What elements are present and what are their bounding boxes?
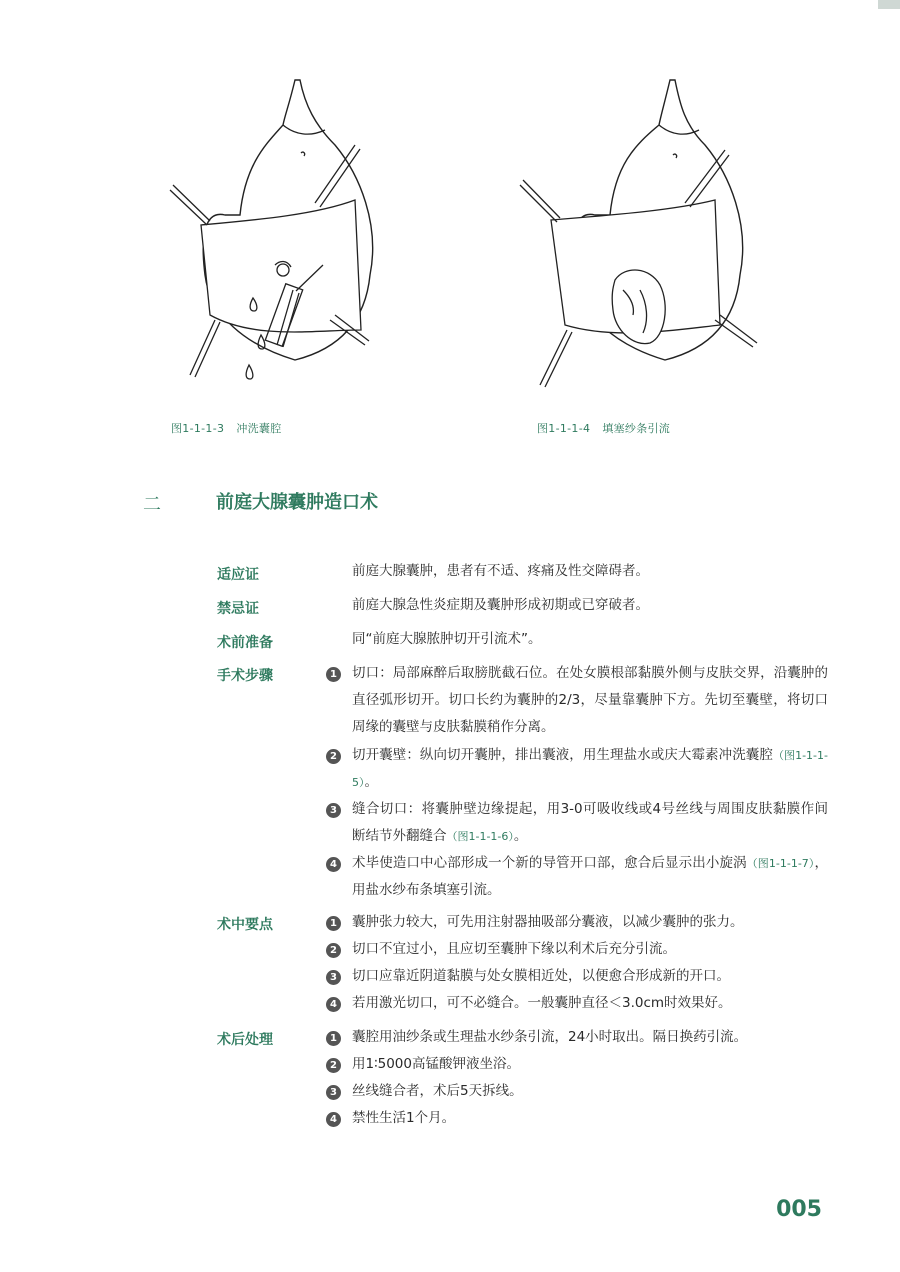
figure-caption-2 bbox=[537, 420, 670, 436]
figure-title: 冲洗囊腔 bbox=[236, 422, 282, 435]
step-number-3: 3 bbox=[326, 803, 341, 818]
figure-reference: （图1-1-1-6） bbox=[446, 830, 514, 843]
postop-number-1: 1 bbox=[326, 1031, 341, 1046]
figure-number: 图1-1-1-3 bbox=[171, 422, 225, 435]
page-number: 005 bbox=[776, 1197, 822, 1222]
figure-irrigation-illustration bbox=[165, 75, 405, 385]
key-point-text-1: 囊肿张力较大，可先用注射器抽吸部分囊液，以减少囊肿的张力。 bbox=[352, 914, 744, 930]
key-point-number-2: 2 bbox=[326, 943, 341, 958]
preparation-text: 同“前庭大腺脓肿切开引流术”。 bbox=[352, 631, 542, 647]
key-point-text-2: 切口不宜过小，且应切至囊肿下缘以利术后充分引流。 bbox=[352, 941, 676, 957]
indication-label: 适应证 bbox=[217, 567, 259, 583]
steps-label: 手术步骤 bbox=[217, 668, 273, 684]
section-number: 二 bbox=[143, 494, 161, 515]
step-number-2: 2 bbox=[326, 749, 341, 764]
step-tail: 。 bbox=[513, 828, 528, 844]
figure-title: 填塞纱条引流 bbox=[602, 422, 671, 435]
figure-reference: （图1-1-1-5） bbox=[352, 749, 828, 789]
step-text-3 bbox=[352, 796, 828, 850]
key-point-text-4: 若用激光切口，可不必缝合。一般囊肿直径＜3.0cm时效果好。 bbox=[352, 995, 732, 1011]
contraindication-label: 禁忌证 bbox=[217, 601, 259, 617]
indication-text: 前庭大腺囊肿，患者有不适、疼痛及性交障碍者。 bbox=[352, 563, 649, 579]
contraindication-text: 前庭大腺急性炎症期及囊肿形成初期或已穿破者。 bbox=[352, 597, 649, 613]
key-point-number-3: 3 bbox=[326, 970, 341, 985]
postop-text-1: 囊腔用油纱条或生理盐水纱条引流，24小时取出。隔日换药引流。 bbox=[352, 1029, 748, 1045]
step-body: 缝合切口：将囊肿壁边缘提起，用3-0可吸收线或4号丝线与周围皮肤黏膜作间断结节外翻缝合 bbox=[352, 801, 828, 844]
figure-reference: （图1-1-1-7） bbox=[746, 857, 815, 870]
step-body: 术毕使造口中心部形成一个新的导管开口部，愈合后显示出小旋涡 bbox=[352, 855, 747, 871]
postop-label: 术后处理 bbox=[217, 1032, 273, 1048]
key-points-label: 术中要点 bbox=[217, 917, 273, 933]
step-body: 切开囊壁：纵向切开囊肿，排出囊液，用生理盐水或庆大霉素冲洗囊腔 bbox=[352, 747, 773, 763]
postop-number-4: 4 bbox=[326, 1112, 341, 1127]
postop-text-4: 禁性生活1个月。 bbox=[352, 1110, 456, 1126]
step-text-2 bbox=[352, 742, 828, 796]
step-text-1 bbox=[352, 660, 828, 741]
step-tail: 。 bbox=[364, 774, 378, 790]
step-number-1: 1 bbox=[326, 667, 341, 682]
step-body: 切口：局部麻醉后取膀胱截石位。在处女膜根部黏膜外侧与皮肤交界，沿囊肿的直径弧形切开。切口长约为囊肿的2/3，尽量靠囊肿下方。先切至囊壁，将切口周缘的囊壁与皮肤黏膜稍作分离。 bbox=[352, 665, 828, 735]
postop-number-3: 3 bbox=[326, 1085, 341, 1100]
corner-tab bbox=[878, 0, 900, 9]
postop-number-2: 2 bbox=[326, 1058, 341, 1073]
key-point-number-1: 1 bbox=[326, 916, 341, 931]
figure-caption-1 bbox=[171, 420, 282, 436]
step-tail: ，用盐水纱布条填塞引流。 bbox=[352, 855, 829, 898]
postop-text-3: 丝线缝合者，术后5天拆线。 bbox=[352, 1083, 523, 1099]
step-text-4 bbox=[352, 850, 828, 904]
figure-packing-illustration bbox=[515, 75, 765, 395]
postop-text-2: 用1∶5000高锰酸钾液坐浴。 bbox=[352, 1056, 520, 1072]
step-number-4: 4 bbox=[326, 857, 341, 872]
figure-number: 图1-1-1-4 bbox=[537, 422, 591, 435]
section-title: 前庭大腺囊肿造口术 bbox=[216, 492, 378, 513]
preparation-label: 术前准备 bbox=[217, 635, 273, 651]
key-point-number-4: 4 bbox=[326, 997, 341, 1012]
key-point-text-3: 切口应靠近阴道黏膜与处女膜相近处，以便愈合形成新的开口。 bbox=[352, 968, 730, 984]
